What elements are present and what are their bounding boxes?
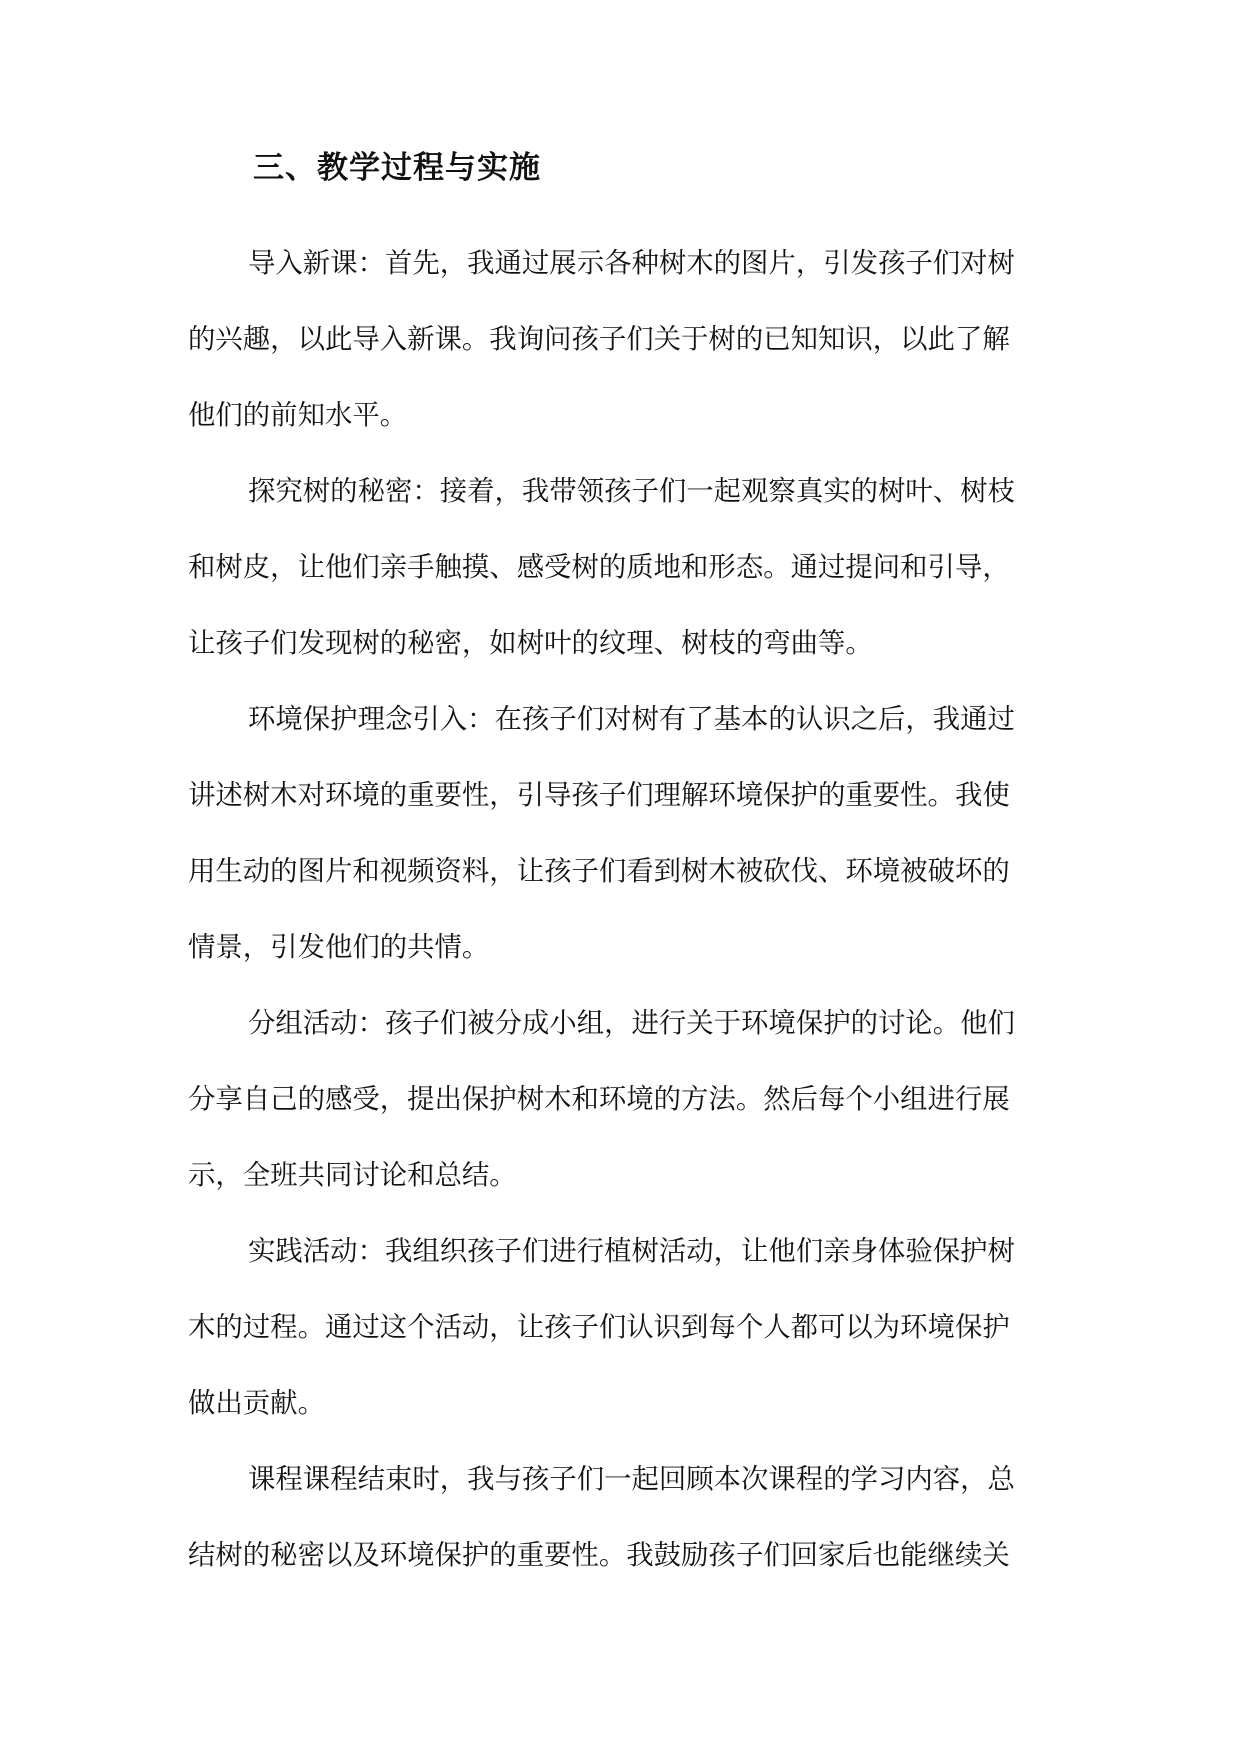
section-heading: 三、教学过程与实施: [253, 150, 541, 186]
text-line: 分享自己的感受，提出保护树木和环境的方法。然后每个小组进行展: [188, 1084, 1010, 1115]
text-line: 做出贡献。: [188, 1388, 325, 1419]
text-line: 他们的前知水平。: [188, 400, 408, 431]
paragraph-practice: [188, 1214, 1068, 1442]
text-line: 让孩子们发现树的秘密，如树叶的纹理、树枝的弯曲等。: [188, 628, 873, 659]
paragraph-environment: [188, 682, 1068, 986]
text-line: 导入新课：首先，我通过展示各种树木的图片，引发孩子们对树: [248, 248, 1015, 279]
text-line: 讲述树木对环境的重要性，引导孩子们理解环境保护的重要性。我使: [188, 780, 1010, 811]
text-line: 课程课程结束时，我与孩子们一起回顾本次课程的学习内容，总: [248, 1464, 1015, 1495]
text-line: 分组活动：孩子们被分成小组，进行关于环境保护的讨论。他们: [248, 1008, 1015, 1039]
paragraph-group-activity: [188, 986, 1068, 1214]
text-line: 环境保护理念引入：在孩子们对树有了基本的认识之后，我通过: [248, 704, 1015, 735]
text-line: 示，全班共同讨论和总结。: [188, 1160, 517, 1191]
text-line: 和树皮，让他们亲手触摸、感受树的质地和形态。通过提问和引导，: [188, 552, 1010, 583]
document-body: [188, 226, 1068, 1594]
paragraph-conclusion: [188, 1442, 1068, 1594]
text-line: 用生动的图片和视频资料，让孩子们看到树木被砍伐、环境被破坏的: [188, 856, 1010, 887]
text-line: 实践活动：我组织孩子们进行植树活动，让他们亲身体验保护树: [248, 1236, 1015, 1267]
paragraph-intro: [188, 226, 1068, 454]
text-line: 的兴趣，以此导入新课。我询问孩子们关于树的已知知识，以此了解: [188, 324, 1010, 355]
text-line: 木的过程。通过这个活动，让孩子们认识到每个人都可以为环境保护: [188, 1312, 1010, 1343]
text-line: 结树的秘密以及环境保护的重要性。我鼓励孩子们回家后也能继续关: [188, 1540, 1010, 1571]
text-line: 探究树的秘密：接着，我带领孩子们一起观察真实的树叶、树枝: [248, 476, 1015, 507]
text-line: 情景，引发他们的共情。: [188, 932, 490, 963]
paragraph-explore: [188, 454, 1068, 682]
